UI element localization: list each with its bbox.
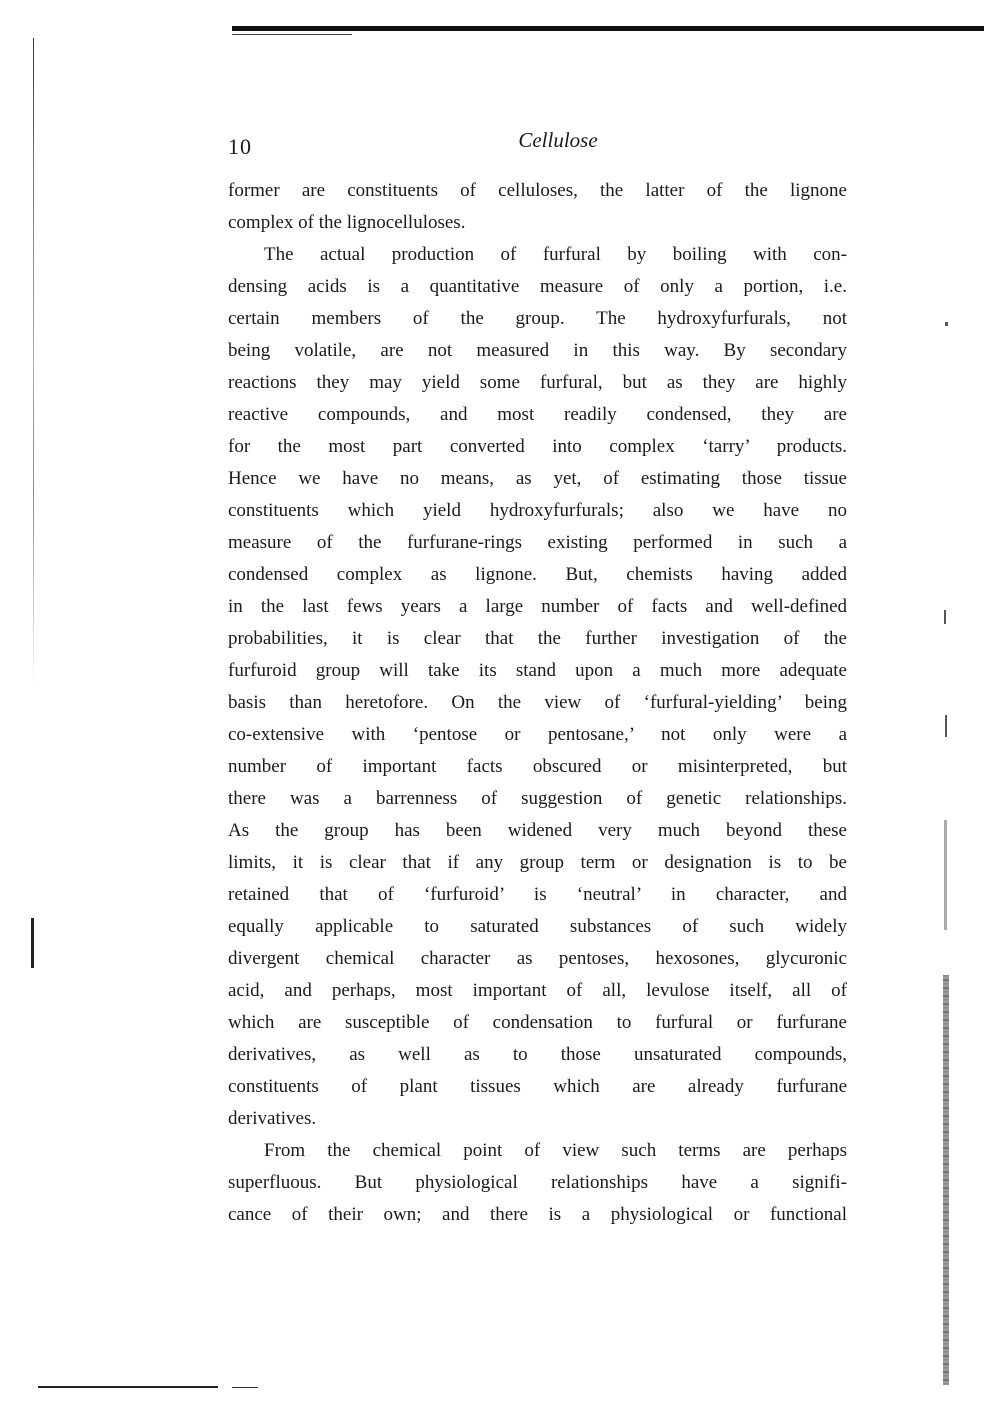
- text-line: being volatile, are not measured in this way. By secondary: [228, 340, 847, 361]
- text-line: former are constituents of celluloses, the latter of the lignone: [228, 180, 847, 201]
- scan-right-edge: [943, 975, 949, 1385]
- text-line: constituents of plant tissues which are already furfurane: [228, 1076, 847, 1097]
- text-line: reactive compounds, and most readily condensed, they are: [228, 404, 847, 425]
- text-line: acid, and perhaps, most important of all, levulose itself, all of: [228, 980, 847, 1001]
- text-line: certain members of the group. The hydroxyfurfurals, not: [228, 308, 847, 329]
- text-line: condensed complex as lignone. But, chemists having added: [228, 564, 847, 585]
- scan-speck: [944, 820, 947, 930]
- scan-speck: [945, 715, 947, 737]
- text-line: derivatives, as well as to those unsaturated compounds,: [228, 1044, 847, 1065]
- scan-left-mark: [31, 918, 34, 968]
- text-line: there was a barrenness of suggestion of genetic relationships.: [228, 788, 847, 809]
- text-line: measure of the furfurane-rings existing performed in such a: [228, 532, 847, 553]
- text-line: complex of the lignocelluloses.: [228, 212, 466, 233]
- text-line: furfuroid group will take its stand upon a much more adequate: [228, 660, 847, 681]
- scan-bottom-edge: [38, 1386, 218, 1388]
- text-line: equally applicable to saturated substances of such widely: [228, 916, 847, 937]
- text-line: densing acids is a quantitative measure of only a portion, i.e.: [228, 276, 847, 297]
- text-line: Hence we have no means, as yet, of estimating those tissue: [228, 468, 847, 489]
- text-line: derivatives.: [228, 1108, 317, 1129]
- text-line: As the group has been widened very much beyond these: [228, 820, 847, 841]
- scan-top-edge-thin: [232, 34, 352, 35]
- scan-speck: [944, 610, 946, 624]
- text-line: number of important facts obscured or misinterpreted, but: [228, 756, 847, 777]
- page-number: 10: [228, 134, 252, 159]
- text-line: superfluous. But physiological relationships have a signifi-: [228, 1172, 847, 1193]
- scan-bottom-edge-short: [232, 1387, 258, 1388]
- running-head: [228, 128, 848, 164]
- page-title: Cellulose: [518, 128, 598, 152]
- text-line: probabilities, it is clear that the further investigation of the: [228, 628, 847, 649]
- text-line: constituents which yield hydroxyfurfurals; also we have no: [228, 500, 847, 521]
- text-line: for the most part converted into complex ‘tarry’ products.: [228, 436, 847, 457]
- paragraph-start-line: The actual production of furfural by boiling with con-: [264, 244, 847, 265]
- text-line: basis than heretofore. On the view of ‘furfural-yielding’ being: [228, 692, 847, 713]
- text-line: co-extensive with ‘pentose or pentosane,’ not only were a: [228, 724, 847, 745]
- scan-left-edge: [33, 38, 34, 688]
- text-line: limits, it is clear that if any group term or designation is to be: [228, 852, 847, 873]
- text-line: which are susceptible of condensation to furfural or furfurane: [228, 1012, 847, 1033]
- text-line: reactions they may yield some furfural, but as they are highly: [228, 372, 847, 393]
- text-line: divergent chemical character as pentoses, hexosones, glycuronic: [228, 948, 847, 969]
- paragraph-start-line: From the chemical point of view such terms are perhaps: [264, 1140, 847, 1161]
- body-text: [228, 175, 847, 1231]
- text-line: cance of their own; and there is a physiological or functional: [228, 1204, 847, 1225]
- text-line: retained that of ‘furfuroid’ is ‘neutral’ in character, and: [228, 884, 847, 905]
- scan-speck: [945, 322, 948, 326]
- text-line: in the last fews years a large number of facts and well-defined: [228, 596, 847, 617]
